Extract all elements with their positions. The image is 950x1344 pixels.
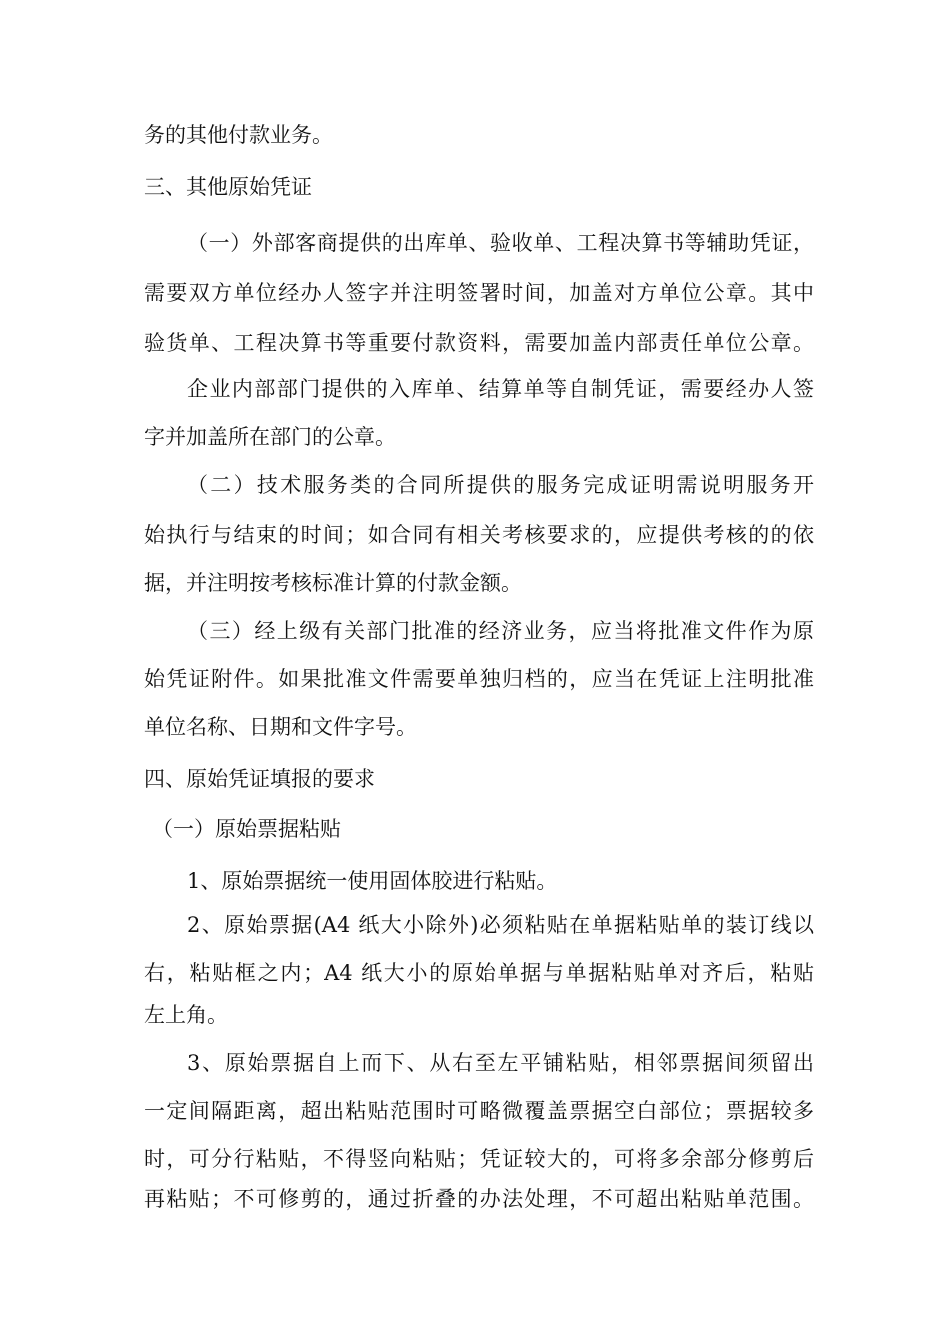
paragraph-line: 1、原始票据统一使用固体胶进行粘贴。 xyxy=(187,869,558,893)
paragraph-line: 时，可分行粘贴，不得竖向粘贴；凭证较大的，可将多余部分修剪后 xyxy=(144,1147,814,1171)
paragraph-line: 3、原始票据自上而下、从右至左平铺粘贴，相邻票据间须留出 xyxy=(187,1051,814,1075)
paragraph-line: 左上角。 xyxy=(144,1003,228,1027)
paragraph-line: 再粘贴；不可修剪的，通过折叠的办法处理，不可超出粘贴单范围。 xyxy=(144,1187,814,1211)
paragraph-line: （三）经上级有关部门批准的经济业务，应当将批准文件作为原 xyxy=(187,619,814,643)
paragraph-line: （二）技术服务类的合同所提供的服务完成证明需说明服务开 xyxy=(187,473,814,497)
section-heading: 四、原始凭证填报的要求 xyxy=(144,767,375,791)
section-heading: 三、其他原始凭证 xyxy=(144,175,312,199)
paragraph-line: 验货单、工程决算书等重要付款资料，需要加盖内部责任单位公章。 xyxy=(144,331,814,355)
paragraph-line: 右，粘贴框之内；A4 纸大小的原始单据与单据粘贴单对齐后，粘贴 xyxy=(144,961,814,985)
paragraph-line: 企业内部部门提供的入库单、结算单等自制凭证，需要经办人签 xyxy=(187,377,814,401)
subsection-heading: （一）原始票据粘贴 xyxy=(152,817,341,841)
paragraph-line: 据，并注明按考核标准计算的付款金额。 xyxy=(144,571,522,595)
paragraph-line: 始执行与结束的时间；如合同有相关考核要求的，应提供考核的的依 xyxy=(144,523,814,547)
paragraph-line: 务的其他付款业务。 xyxy=(144,123,333,147)
paragraph-line: 字并加盖所在部门的公章。 xyxy=(144,425,396,449)
paragraph-line: 单位名称、日期和文件字号。 xyxy=(144,715,417,739)
paragraph-line: 需要双方单位经办人签字并注明签署时间，加盖对方单位公章。其中 xyxy=(144,281,814,305)
paragraph-line: （一）外部客商提供的出库单、验收单、工程决算书等辅助凭证， xyxy=(187,231,814,255)
paragraph-line: 2、原始票据(A4 纸大小除外)必须粘贴在单据粘贴单的装订线以 xyxy=(187,913,814,937)
paragraph-line: 一定间隔距离，超出粘贴范围时可略微覆盖票据空白部位；票据较多 xyxy=(144,1099,814,1123)
paragraph-line: 始凭证附件。如果批准文件需要单独归档的，应当在凭证上注明批准 xyxy=(144,667,814,691)
